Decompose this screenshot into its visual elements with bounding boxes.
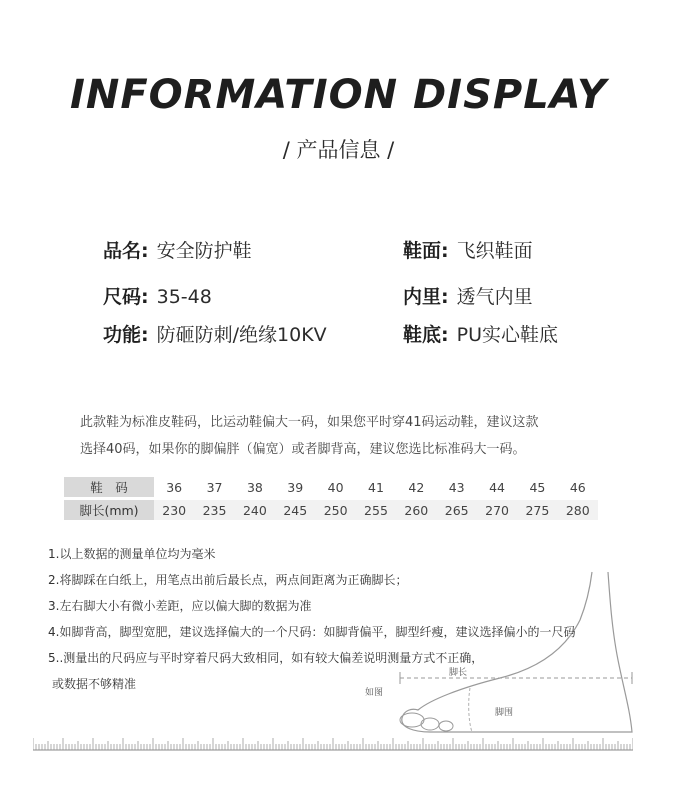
size-cell: 39 bbox=[287, 479, 304, 495]
spec-label: 内里: bbox=[403, 286, 449, 308]
toe bbox=[421, 718, 439, 730]
girth-line bbox=[469, 688, 472, 732]
size-cell: 46 bbox=[569, 479, 586, 495]
size-row-header: 鞋 码 bbox=[64, 477, 154, 497]
spec-lining bbox=[403, 282, 533, 309]
length-cell: 250 bbox=[315, 500, 355, 520]
spec-sole bbox=[403, 320, 558, 347]
spec-label: 功能: bbox=[103, 324, 149, 346]
length-cell: 245 bbox=[275, 500, 315, 520]
length-cell: 230 bbox=[154, 500, 194, 520]
spec-size bbox=[103, 282, 212, 309]
instruction-item: 或数据不够精准 bbox=[52, 677, 137, 691]
spec-value: 透气内里 bbox=[456, 286, 533, 308]
length-cell: 275 bbox=[517, 500, 557, 520]
spec-value: 防砸防刺/绝缘10KV bbox=[156, 324, 327, 346]
size-cell: 43 bbox=[448, 479, 465, 495]
size-cell: 42 bbox=[408, 479, 425, 495]
spec-label: 鞋底: bbox=[403, 324, 449, 346]
spec-value: 安全防护鞋 bbox=[156, 240, 252, 262]
instruction-item: 1.以上数据的测量单位均为毫米 bbox=[48, 547, 216, 561]
example-label: 如图 bbox=[365, 688, 384, 698]
spec-label: 尺码: bbox=[103, 286, 149, 308]
instruction-item: 3.左右脚大小有微小差距，应以偏大脚的数据为准 bbox=[48, 599, 312, 613]
page-title: INFORMATION DISPLAY bbox=[69, 72, 608, 118]
size-cell: 45 bbox=[529, 479, 546, 495]
foot-length-label: 脚长 bbox=[449, 668, 468, 678]
spec-function bbox=[103, 320, 327, 347]
instruction-item: 4.如脚背高，脚型宽肥，建议选择偏大的一个尺码：如脚背偏平，脚型纤瘦，建议选择偏小的一尺码 bbox=[48, 625, 576, 639]
size-cell: 44 bbox=[489, 479, 505, 495]
length-cell: 255 bbox=[356, 500, 396, 520]
spec-value: 35-48 bbox=[156, 286, 212, 308]
size-table bbox=[64, 474, 598, 523]
size-cell: 40 bbox=[327, 479, 344, 495]
spec-value: 飞织鞋面 bbox=[456, 240, 533, 262]
sizing-note-line-2: 选择40码，如果你的脚偏胖（偏宽）或者脚背高，建议您选比标准码大一码。 bbox=[80, 442, 526, 457]
foot-length-row-header: 脚长(mm) bbox=[64, 500, 154, 520]
size-cell: 36 bbox=[166, 479, 183, 495]
size-cell: 38 bbox=[246, 479, 263, 495]
sizing-note-line-1: 此款鞋为标准皮鞋码，比运动鞋偏大一码，如果您平时穿41码运动鞋，建议这款 bbox=[80, 415, 539, 430]
length-cell: 270 bbox=[477, 500, 517, 520]
spec-upper bbox=[403, 236, 533, 263]
length-cell: 265 bbox=[437, 500, 477, 520]
spec-label: 鞋面: bbox=[403, 240, 449, 262]
length-cell: 240 bbox=[235, 500, 275, 520]
toe bbox=[400, 713, 424, 727]
spec-label: 品名: bbox=[103, 240, 149, 262]
instruction-item: 2.将脚踩在白纸上，用笔点出前后最长点，两点间距离为正确脚长； bbox=[48, 573, 408, 587]
size-cell: 41 bbox=[368, 479, 384, 495]
instruction-item: 5..测量出的尺码应与平时穿着尺码大致相同，如有较大偏差说明测量方式不正确， bbox=[48, 651, 484, 665]
size-cell: 37 bbox=[206, 479, 223, 495]
length-cell: 260 bbox=[396, 500, 436, 520]
foot-girth-label: 脚围 bbox=[495, 708, 514, 718]
length-cell: 235 bbox=[194, 500, 234, 520]
spec-value: PU实心鞋底 bbox=[456, 324, 558, 346]
spec-product-name bbox=[103, 236, 252, 263]
foot-length-row bbox=[64, 500, 598, 520]
size-row bbox=[64, 477, 598, 497]
toe bbox=[439, 721, 453, 731]
ruler bbox=[33, 737, 633, 751]
page-subtitle: / 产品信息 / bbox=[282, 138, 395, 162]
length-cell: 280 bbox=[558, 500, 598, 520]
